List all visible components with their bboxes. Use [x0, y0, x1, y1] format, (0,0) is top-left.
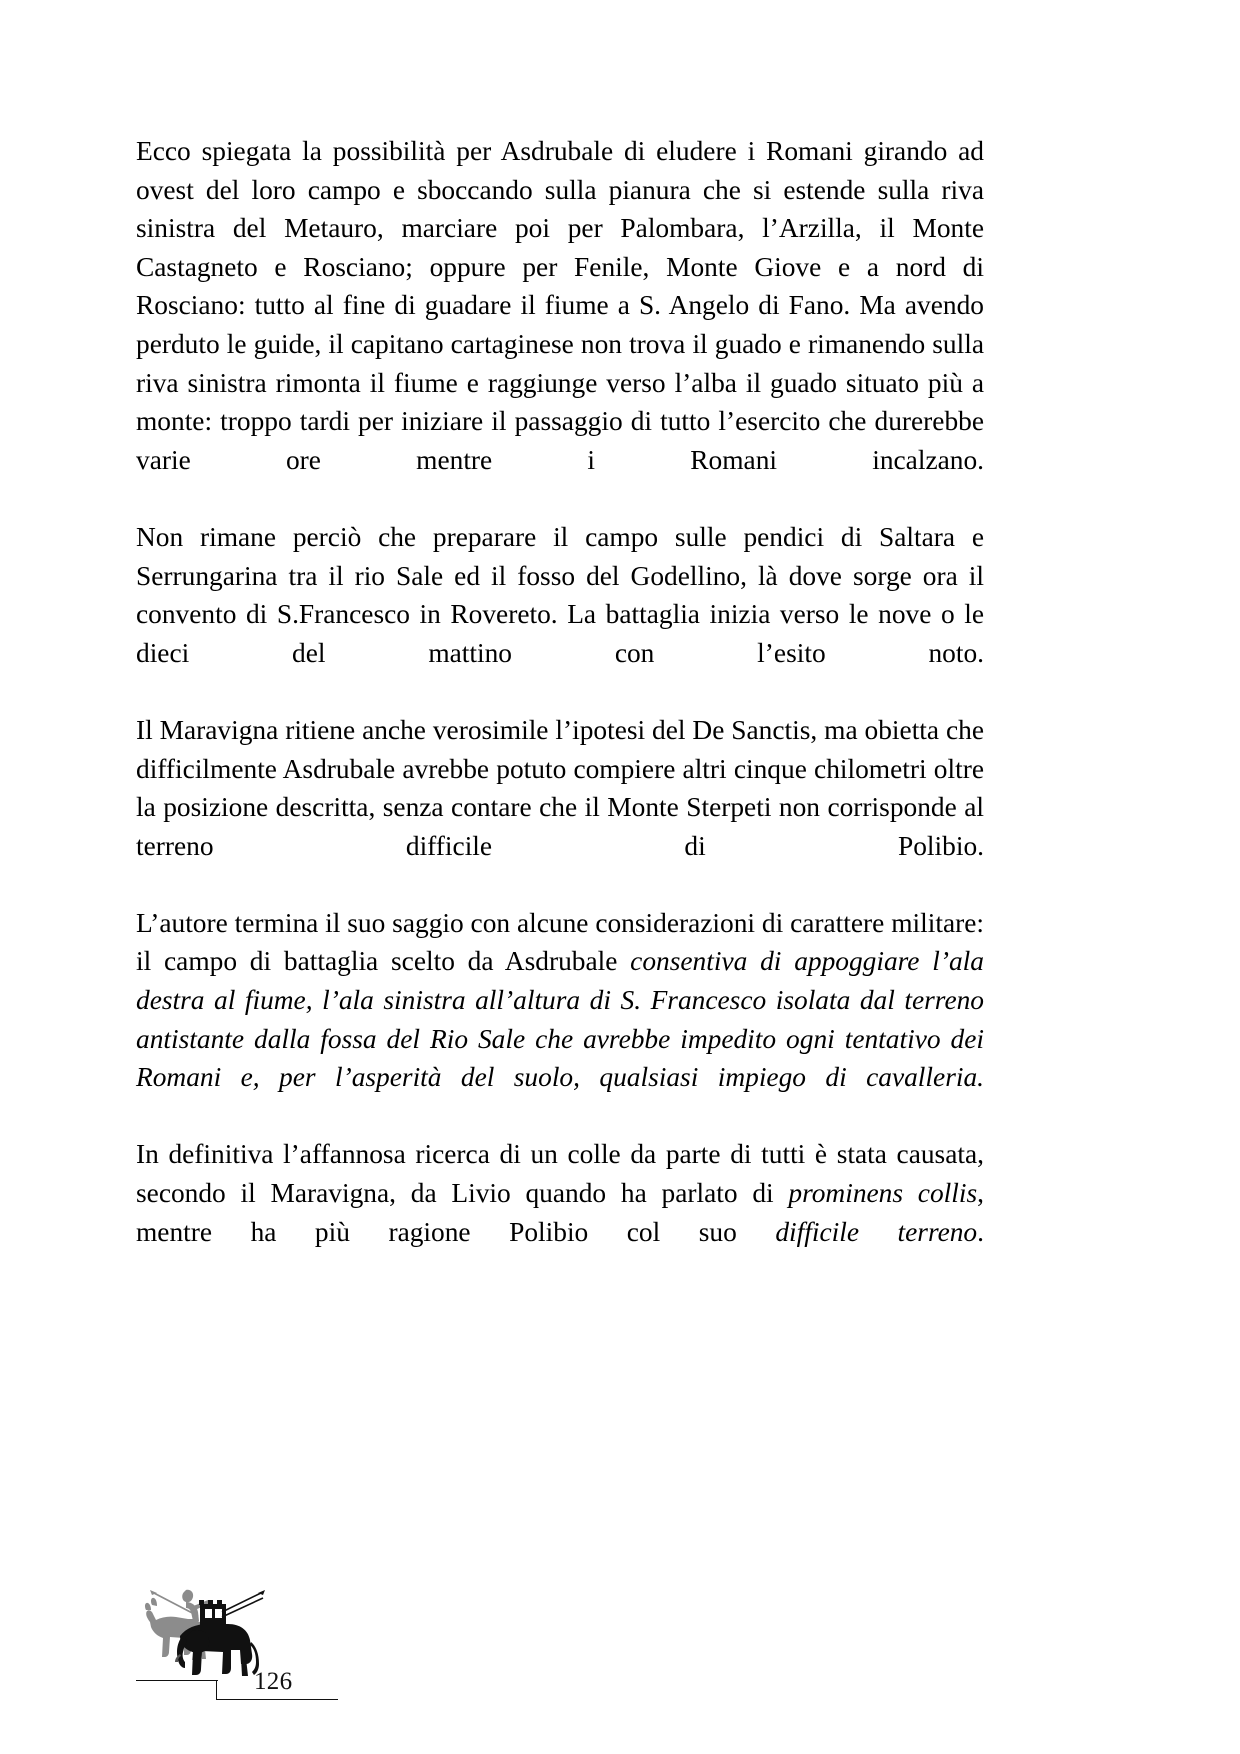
text-run: L’autore termina il suo saggio con alcune considerazioni di carattere militare: il campo di battaglia scelto da Asdrubale — [136, 907, 984, 977]
text-run: , mentre ha più ragione Polibio col suo — [136, 1178, 984, 1247]
emphasis-run-difficile-terreno: difficile terreno — [775, 1216, 978, 1247]
paragraph-5 — [136, 1135, 984, 1289]
footer-rule-vertical-segment — [216, 1680, 217, 1700]
paragraph-4 — [136, 904, 984, 1136]
footer-rule-lower-segment — [216, 1699, 338, 1700]
paragraph-1 — [136, 132, 984, 518]
body-text-block — [136, 132, 984, 1290]
paragraph-3 — [136, 711, 984, 904]
text-run: Il Maravigna ritiene anche verosimile l’ipotesi del De Sanctis, ma obietta che difficilmente Asdrubale avrebbe potuto compiere altri cinque chilometri oltre la posizione descritta, senza contare che il Monte Sterpeti non corrisponde al terreno difficile di Polibio. — [136, 714, 984, 861]
paragraph-2 — [136, 518, 984, 711]
footer-rule-upper-segment — [136, 1680, 218, 1681]
footer-rule — [136, 1668, 436, 1724]
page-number: 126 — [254, 1668, 293, 1695]
text-run: In definitiva l’affannosa ricerca di un colle da parte di tutti è stata causata, secondo il Maravigna, da Livio quando ha parlato di — [136, 1139, 984, 1209]
howdah-tower-icon — [199, 1600, 226, 1626]
emphasis-run: consentiva di appoggiare l’ala destra al fiume, l’ala sinistra all’altura di S. Francesco isolata dal terreno antistante dalla fossa del Rio Sale che avrebbe impedito ogni tentativo dei Romani e, per l’asperità del suolo, qualsiasi impiego di cavalleria. — [136, 946, 984, 1093]
emphasis-run-prominens-collis: prominens collis — [788, 1178, 978, 1209]
lances-icon — [222, 1592, 263, 1617]
text-run: Ecco spiegata la possibilità per Asdrubale di eludere i Romani girando ad ovest del loro campo e sboccando sulla pianura che si estende sulla riva sinistra del Metauro, marciare poi per Palombara, l’Arzilla, il Monte Castagneto e Rosciano; oppure per Fenile, Monte Giove e a nord di Rosciano: tutto al fine di guadare il fiume a S. Angelo di Fano. Ma avendo perduto le guide, il capitano cartaginese non trova il guado e rimanendo sulla riva sinistra rimonta il fiume e raggiunge verso l’alba il guado situato più a monte: troppo tardi per iniziare il passaggio di tutto l’esercito che durerebbe varie ore mentre i Romani incalzano. — [136, 136, 984, 475]
page-footer — [136, 1576, 436, 1716]
text-run: . — [977, 1216, 984, 1247]
text-run: Non rimane perciò che preparare il campo sulle pendici di Saltara e Serrungarina tra il rio Sale ed il fosso del Godellino, là dove sorge ora il convento di S.Francesco in Rovereto. La battaglia inizia verso le nove o le dieci del mattino con l’esito noto. — [136, 521, 984, 668]
